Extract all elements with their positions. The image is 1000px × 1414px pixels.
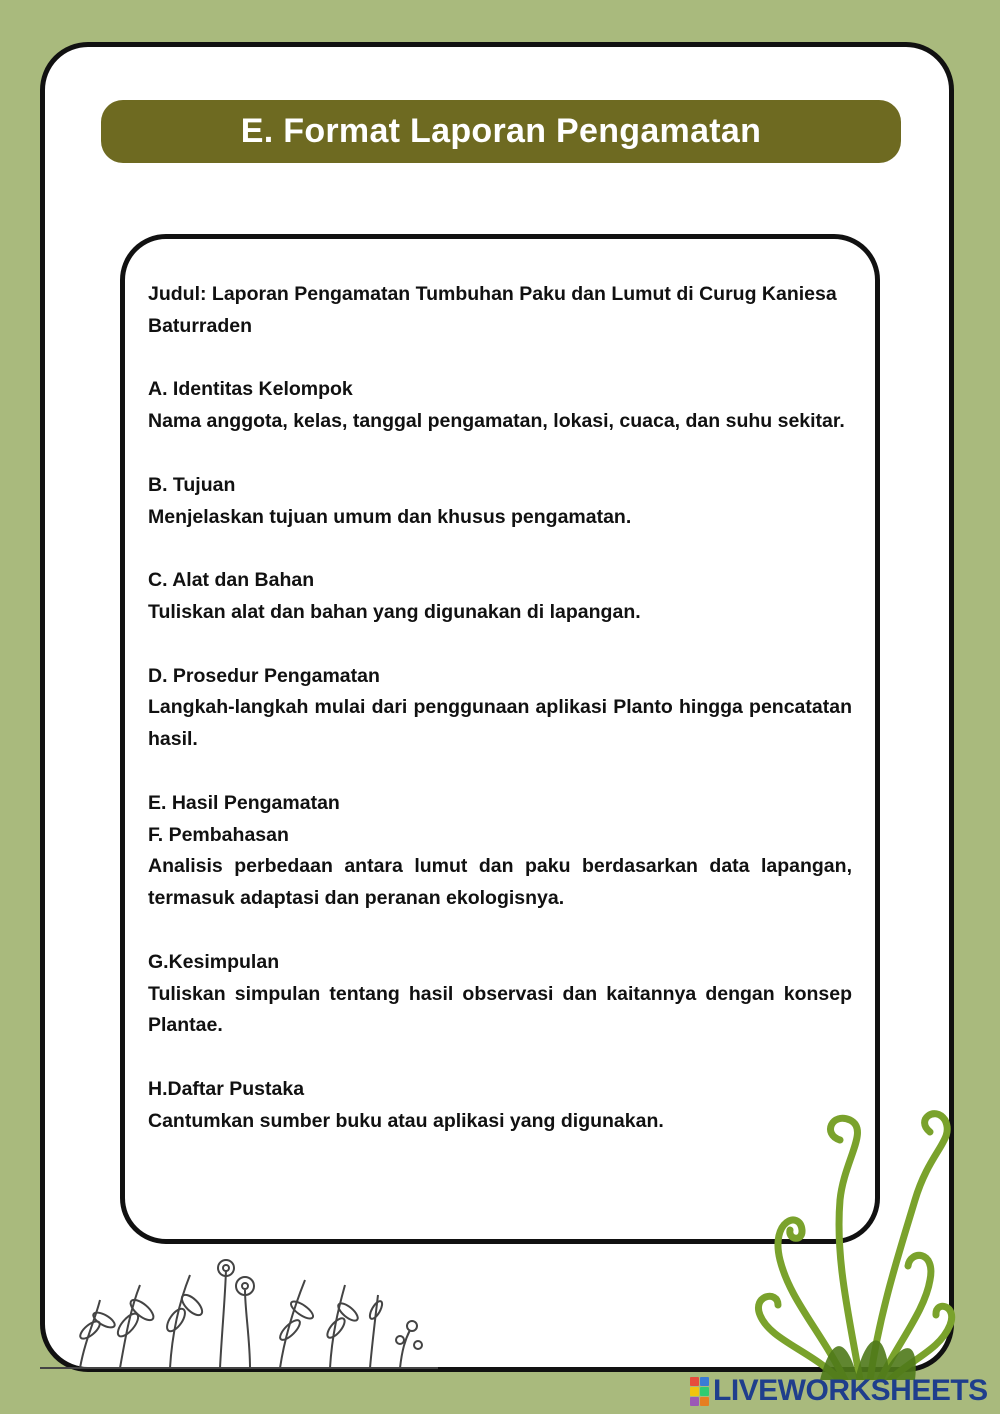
section-body: Analisis perbedaan antara lumut dan paku berdasarkan data lapangan, termasuk adaptasi dan peranan ekologisnya. (148, 855, 852, 910)
logo-text: LIVEWORKSHEETS (713, 1374, 988, 1407)
report-content (148, 279, 852, 1138)
section-heading: A. Identitas Kelompok (148, 378, 353, 401)
section-body: Menjelaskan tujuan umum dan khusus pengamatan. (148, 505, 632, 528)
section-body: Tuliskan alat dan bahan yang digunakan di lapangan. (148, 600, 641, 623)
fern-icon (740, 1100, 970, 1380)
section-heading: E. Hasil Pengamatan (148, 791, 340, 814)
section-body: Tuliskan simpulan tentang hasil observasi dan kaitannya dengan konsep Plantae. (148, 982, 852, 1037)
page-title: E. Format Laporan Pengamatan (240, 112, 762, 150)
title-bar (101, 100, 901, 163)
section-body: Nama anggota, kelas, tanggal pengamatan, lokasi, cuaca, dan suhu sekitar. (148, 410, 845, 433)
section-body: Cantumkan sumber buku atau aplikasi yang digunakan. (148, 1109, 664, 1132)
section-heading: F. Pembahasan (148, 823, 289, 846)
report-title: Judul: Laporan Pengamatan Tumbuhan Paku dan Lumut di Curug Kaniesa Baturraden (148, 283, 837, 337)
section-body: Langkah-langkah mulai dari penggunaan aplikasi Planto hingga pencatatan hasil. (148, 696, 852, 751)
liveworksheets-logo (690, 1374, 988, 1408)
flower-doodle-icon (40, 1250, 440, 1375)
section-heading: B. Tujuan (148, 473, 236, 496)
section-heading: C. Alat dan Bahan (148, 569, 315, 592)
section-heading: D. Prosedur Pengamatan (148, 664, 380, 687)
section-heading: G.Kesimpulan (148, 950, 280, 973)
logo-blocks-icon (690, 1377, 709, 1406)
section-heading: H.Daftar Pustaka (148, 1077, 305, 1100)
